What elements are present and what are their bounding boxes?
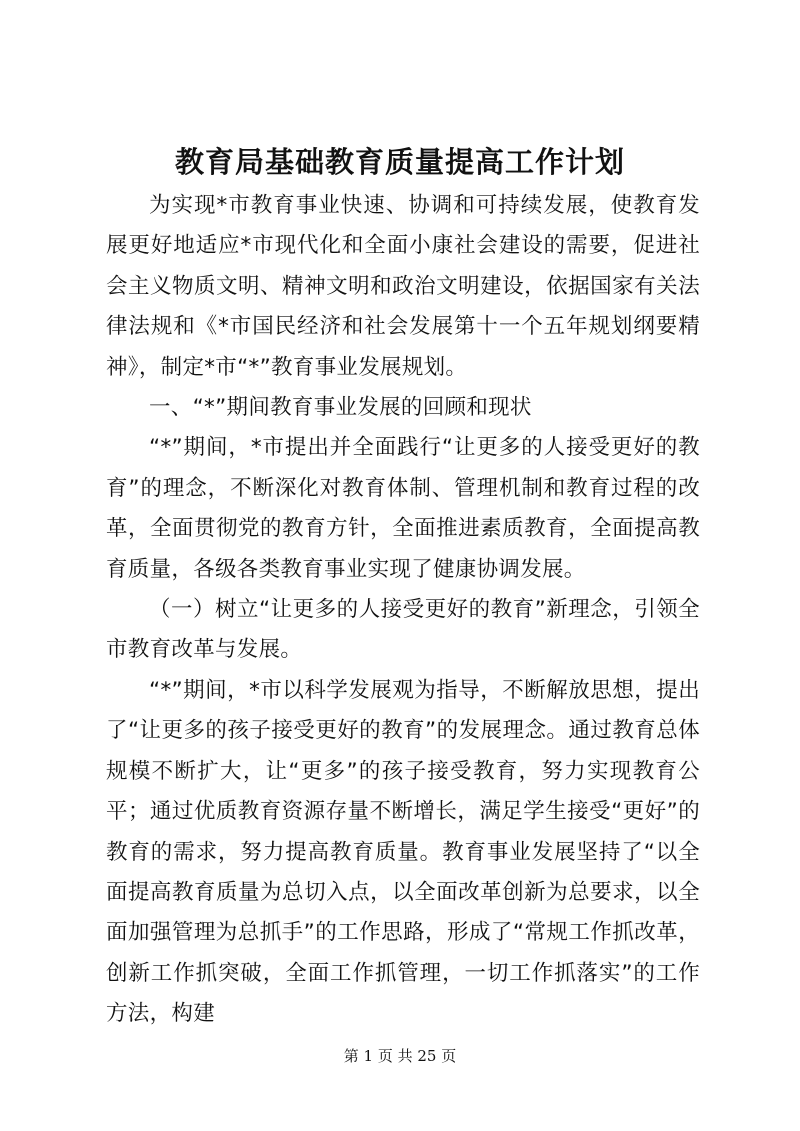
paragraph-overview: “*”期间，*市提出并全面践行“让更多的人接受更好的教育”的理念，不断深化对教育体制、管理机制和教育过程的改革，全面贯彻党的教育方针，全面推进素质教育，全面提高教育质量，各级各类教育事业实现了健康协调发展。 [106, 435, 700, 582]
page-number-footer: 第 1 页 共 25 页 [343, 1047, 457, 1065]
document-body [106, 186, 700, 1035]
section-heading-review: 一、“*”期间教育事业发展的回顾和现状 [149, 395, 532, 421]
paragraph-intro: 为实现*市教育事业快速、协调和可持续发展，使教育发展更好地适应*市现代化和全面小康社会建设的需要，促进社会主义物质文明、精神文明和政治文明建设，依据国家有关法律法规和《*市国民经济和社会发展第十一个五年规划纲要精神》，制定*市“*”教育事业发展规划。 [106, 193, 700, 380]
subsection-heading-concept: （一）树立“让更多的人接受更好的教育”新理念，引领全市教育改革与发展。 [106, 597, 700, 663]
document-title: 教育局基础教育质量提高工作计划 [174, 145, 625, 179]
paragraph-concept-detail: “*”期间，*市以科学发展观为指导，不断解放思想，提出了“让更多的孩子接受更好的教育”的发展理念。通过教育总体规模不断扩大，让“更多”的孩子接受教育，努力实现教育公平；通过优质教育资源存量不断增长，满足学生接受“更好”的教育的需求，努力提高教育质量。教育事业发展坚持了“以全面提高教育质量为总切入点，以全面改革创新为总要求，以全面加强管理为总抓手”的工作思路，形成了“常规工作抓改革，创新工作抓突破，全面工作抓管理，一切工作抓落实”的工作方法，构建 [106, 677, 700, 1027]
